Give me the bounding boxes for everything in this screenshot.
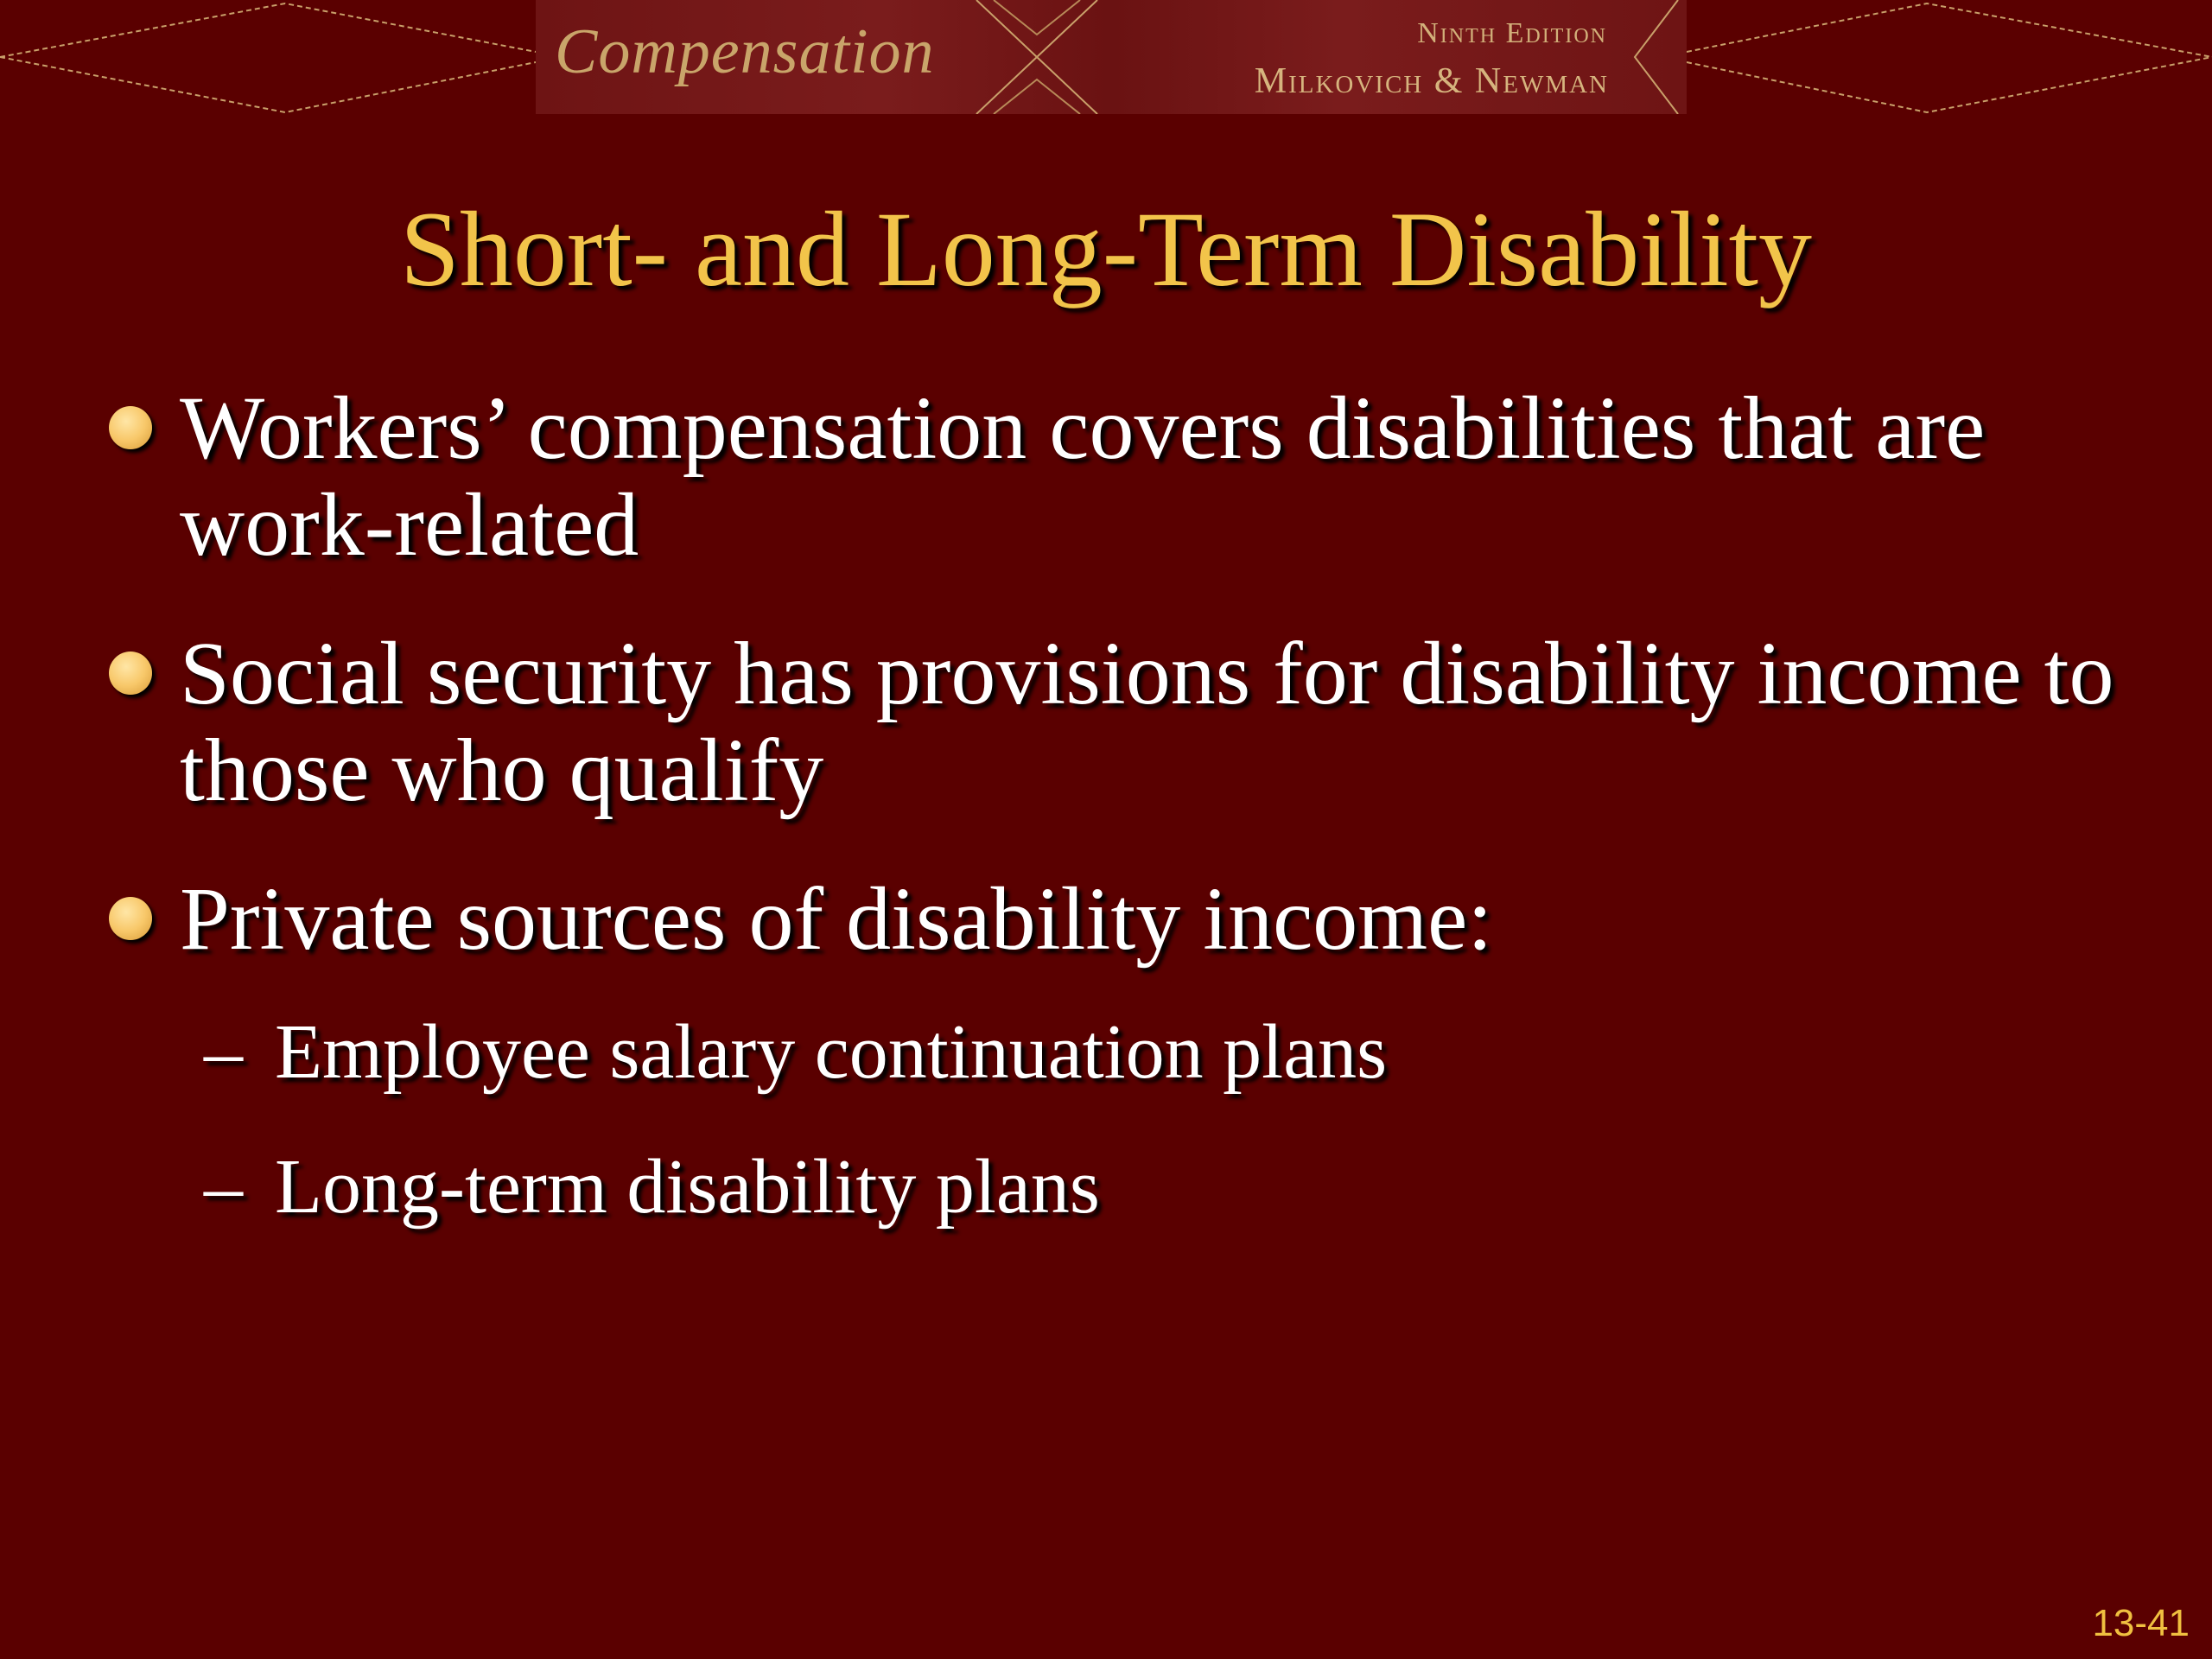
edition-text: Ninth Edition	[1417, 17, 1607, 49]
slide-content	[0, 380, 2212, 1279]
header-banner	[536, 0, 1687, 114]
sub-bullet-text: Employee salary continuation plans	[275, 1009, 1388, 1095]
logo-text: Compensation	[555, 16, 935, 87]
bullet-dot-icon	[109, 406, 152, 449]
bullet-text: Private sources of disability income:	[180, 869, 1493, 969]
bullet-item	[180, 871, 2150, 968]
sub-bullet-item	[204, 1009, 2133, 1096]
sub-bullet-item	[204, 1144, 2133, 1230]
page-number: 13-41	[2092, 1602, 2190, 1644]
slide-title: Short- and Long-Term Disability	[399, 190, 1813, 308]
bullet-text: Workers’ compensation covers disabilities that are work-related	[180, 378, 1986, 575]
bullet-dot-icon	[109, 652, 152, 695]
bullet-dot-icon	[109, 897, 152, 940]
sub-bullet-marker: –	[204, 1009, 243, 1095]
diamond-ornament-icon	[968, 0, 1106, 114]
chevron-ornament-icon	[1626, 0, 1687, 114]
bullet-item	[180, 380, 2150, 574]
bullet-text: Social security has provisions for disability income to those who qualify	[180, 624, 2114, 820]
sub-bullet-marker: –	[204, 1144, 243, 1230]
sub-bullet-text: Long-term disability plans	[275, 1144, 1100, 1230]
authors-text: Milkovich & Newman	[1254, 61, 1609, 101]
bullet-item	[180, 626, 2150, 819]
